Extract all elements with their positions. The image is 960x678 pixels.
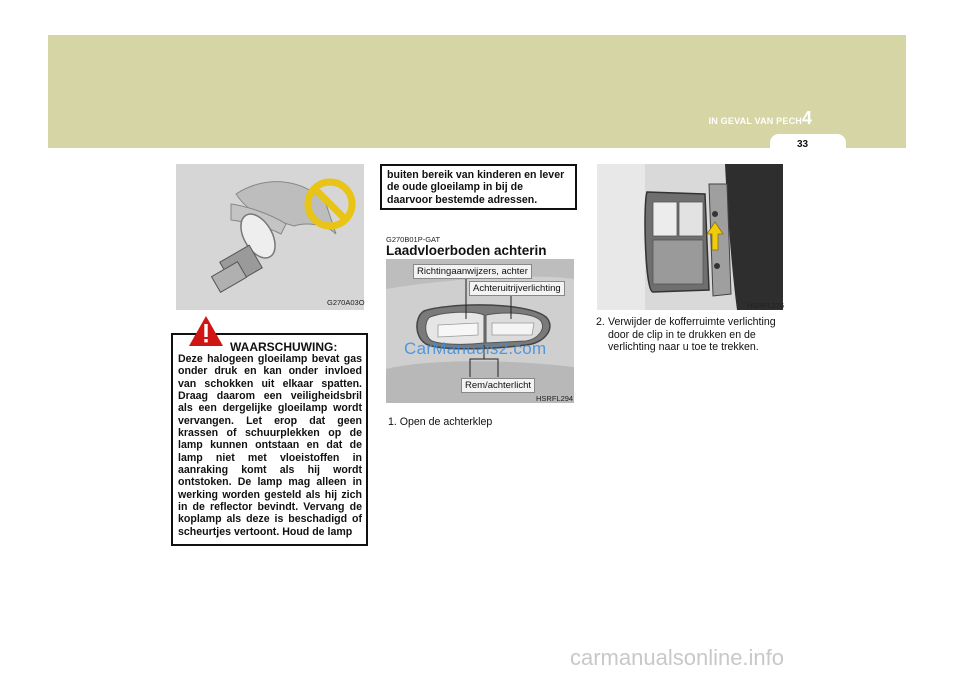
trunk-illustration: [597, 164, 783, 310]
trunk-figure: [597, 164, 783, 310]
carmanuals-watermark: CarManuals2.com: [404, 339, 547, 358]
step-1: 1. Open de achterklep: [388, 416, 493, 428]
bulb-figure-code: G270A03O: [327, 298, 365, 307]
page-number: 33: [797, 139, 809, 150]
warning-box: [171, 333, 368, 546]
taillight-figure-code: HSRFL294: [536, 394, 574, 403]
section-code: G270B01P-GAT: [386, 235, 441, 244]
label-reverse-light: Achteruitrijverlichting: [469, 281, 565, 296]
step-2-number: 2.: [596, 316, 605, 328]
bulb-figure: [176, 164, 364, 310]
section-title: Laadvloerboden achterin: [386, 243, 547, 258]
header-band: [48, 35, 906, 148]
step-2: Verwijder de kofferruimte verlichting door de clip in te drukken en de verlichting naar u toe te trekken.: [608, 316, 776, 354]
chapter-title: IN GEVAL VAN PECH: [708, 116, 802, 126]
continued-warning-box: buiten bereik van kinderen en lever de oude gloeilamp in bij de daarvoor bestemde adressen.: [380, 164, 577, 210]
label-turn-signal: Richtingaanwijzers, achter: [413, 264, 532, 279]
trunk-figure-code: HSRFL276: [747, 301, 785, 310]
label-brake-light: Rem/achterlicht: [461, 378, 535, 393]
warning-title: WAARSCHUWING:: [230, 340, 338, 354]
warning-text: Deze halogeen gloeilamp bevat gas onder druk en kan onder invloed van schokken uit elkaar spatten. Draag daarom een veiligheidsbril als een dergelijke gloeilamp wordt vervangen. Let erop dat geen krassen of schuurplekken op de lamp kunnen ontstaan en dat de lamp niet met vloeistoffen in aanraking komt als hij wordt ontstoken. De lamp mag alleen in werking worden gesteld als hij zich in de reflector bevindt. Vervang de koplamp als deze is beschadigd of scheurtjes vertoont. Houd de lamp: [178, 353, 362, 538]
bulb-illustration: [176, 164, 364, 310]
footer-watermark: carmanualsonline.info: [570, 645, 785, 670]
chapter-number: 4: [801, 108, 812, 128]
warning-triangle-icon: [188, 315, 224, 347]
